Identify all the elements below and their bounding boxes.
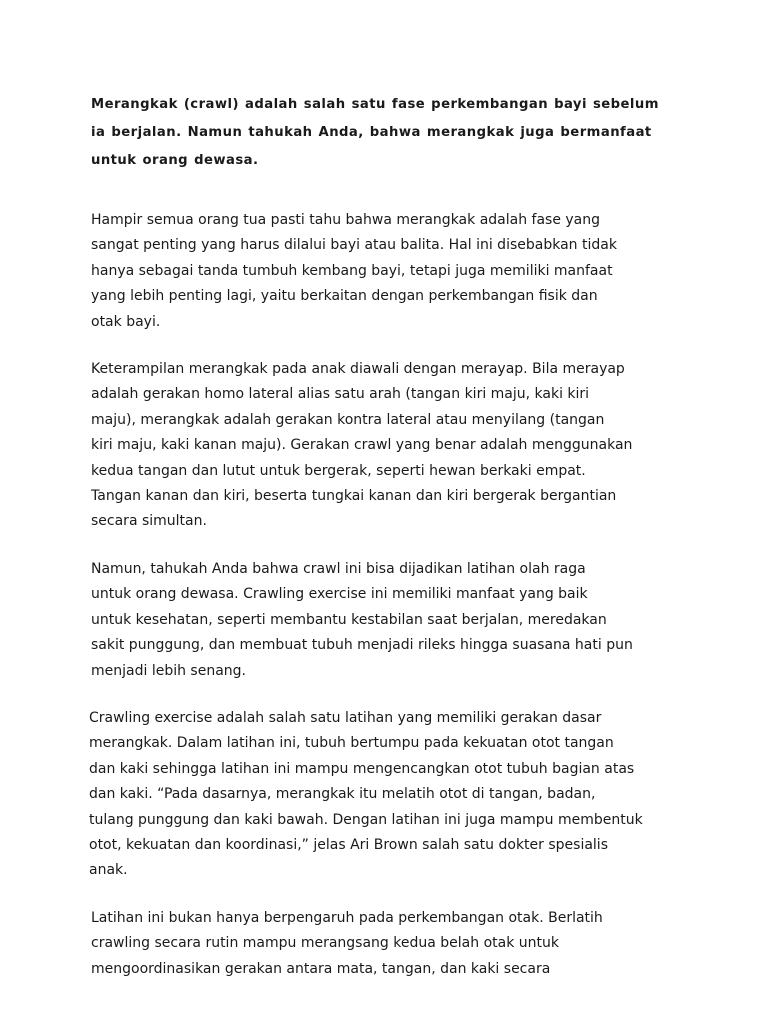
paragraph-line: mengoordinasikan gerakan antara mata, tangan, dan kaki secara (91, 960, 551, 977)
paragraph-line: sangat penting yang harus dilalui bayi atau balita. Hal ini disebabkan tidak (91, 237, 617, 254)
paragraph-line: sakit punggung, dan membuat tubuh menjadi rileks hingga suasana hati pun (91, 637, 633, 654)
paragraph-line: anak. (89, 862, 128, 879)
paragraph-line: otak bayi. (91, 313, 161, 330)
paragraph-line: tulang punggung dan kaki bawah. Dengan latihan ini juga mampu membentuk (89, 811, 643, 828)
paragraph-line: dan kaki sehingga latihan ini mampu mengencangkan otot tubuh bagian atas (89, 760, 635, 777)
paragraph-line: menjadi lebih senang. (91, 662, 246, 679)
paragraph-line: Keterampilan merangkak pada anak diawali dengan merayap. Bila merayap (91, 361, 625, 378)
paragraph-line: untuk orang dewasa. Crawling exercise ini memiliki manfaat yang baik (91, 586, 588, 603)
paragraph-line: untuk kesehatan, seperti membantu kestabilan saat berjalan, meredakan (91, 611, 607, 628)
paragraph-line: Namun, tahukah Anda bahwa crawl ini bisa dijadikan latihan olah raga (91, 560, 586, 577)
paragraph-line: crawling secara rutin mampu merangsang kedua belah otak untuk (91, 935, 559, 952)
paragraph-line: kedua tangan dan lutut untuk bergerak, seperti hewan berkaki empat. (91, 462, 586, 479)
body-paragraph-3 (91, 557, 691, 684)
paragraph-line: Hampir semua orang tua pasti tahu bahwa merangkak adalah fase yang (91, 212, 601, 228)
document-page (91, 91, 691, 1004)
body-paragraph-1 (91, 208, 691, 335)
paragraph-line: adalah gerakan homo lateral alias satu arah (tangan kiri maju, kaki kiri (91, 386, 590, 403)
paragraph-line: secara simultan. (91, 513, 207, 530)
paragraph-line: Latihan ini bukan hanya berpengaruh pada perkembangan otak. Berlatih (91, 909, 603, 926)
body-paragraph-2 (91, 357, 691, 535)
intro-line: Merangkak (crawl) adalah salah satu fase perkembangan bayi sebelum (91, 97, 659, 112)
body-paragraph-4 (89, 706, 691, 884)
body-paragraph-5 (91, 906, 691, 982)
paragraph-line: Crawling exercise adalah salah satu latihan yang memiliki gerakan dasar (89, 709, 602, 726)
paragraph-line: dan kaki. “Pada dasarnya, merangkak itu melatih otot di tangan, badan, (89, 786, 596, 803)
paragraph-line: kiri maju, kaki kanan maju). Gerakan crawl yang benar adalah menggunakan (91, 437, 633, 454)
paragraph-line: merangkak. Dalam latihan ini, tubuh bertumpu pada kekuatan otot tangan (89, 735, 614, 752)
paragraph-line: hanya sebagai tanda tumbuh kembang bayi, tetapi juga memiliki manfaat (91, 262, 613, 279)
intro-paragraph (91, 91, 691, 175)
paragraph-line: Tangan kanan dan kiri, beserta tungkai kanan dan kiri bergerak bergantian (91, 488, 617, 505)
intro-line: ia berjalan. Namun tahukah Anda, bahwa merangkak juga bermanfaat (91, 125, 652, 140)
intro-line: untuk orang dewasa. (91, 153, 259, 168)
paragraph-line: maju), merangkak adalah gerakan kontra lateral atau menyilang (tangan (91, 411, 605, 428)
paragraph-line: otot, kekuatan dan koordinasi,” jelas Ari Brown salah satu dokter spesialis (89, 836, 608, 853)
paragraph-line: yang lebih penting lagi, yaitu berkaitan dengan perkembangan fisik dan (91, 288, 598, 305)
